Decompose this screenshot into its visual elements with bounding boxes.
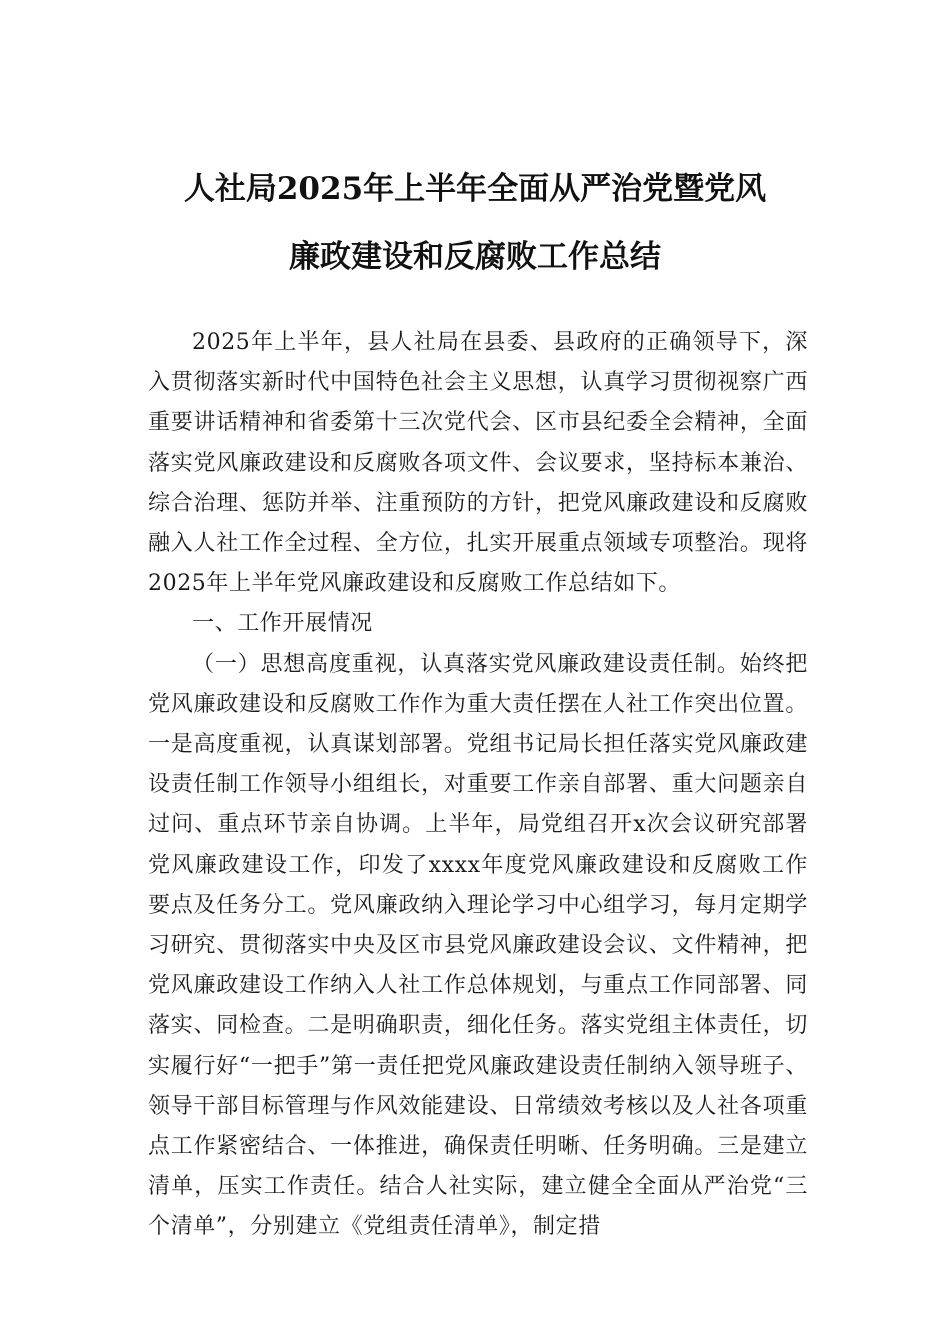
document-body <box>148 323 808 1248</box>
document-title-line-1: 人社局2025年上半年全面从严治党暨党风 <box>183 171 767 207</box>
intro-paragraph: 2025年上半年，县人社局在县委、县政府的正确领导下，深入贯彻落实新时代中国特色社会主义思想，认真学习贯彻视察广西重要讲话精神和省委第十三次党代会、区市县纪委全会精神，全面落实党风廉政建设和反腐败各项文件、会议要求，坚持标本兼治、综合治理、惩防并举、注重预防的方针，把党风廉政建设和反腐败融入人社工作全过程、全方位，扎实开展重点领域专项整治。现将2025年上半年党风廉政建设和反腐败工作总结如下。 <box>148 330 808 597</box>
document-title-line-2: 廉政建设和反腐败工作总结 <box>289 239 661 275</box>
body-paragraph: （一）思想高度重视，认真落实党风廉政建设责任制。始终把党风廉政建设和反腐败工作作为重大责任摆在人社工作突出位置。一是高度重视，认真谋划部署。党组书记局长担任落实党风廉政建设责任制工作领导小组组长，对重要工作亲自部署、重大问题亲自过问、重点环节亲自协调。上半年，局党组召开x次会议研究部署党风廉政建设工作，印发了xxxx年度党风廉政建设和反腐败工作要点及任务分工。党风廉政纳入理论学习中心组学习，每月定期学习研究、贯彻落实中央及区市县党风廉政建设会议、文件精神，把党风廉政建设工作纳入人社工作总体规划，与重点工作同部署、同落实、同检查。二是明确职责，细化任务。落实党组主体责任，切实履行好“一把手”第一责任把党风廉政建设责任制纳入领导班子、领导干部目标管理与作风效能建设、日常绩效考核以及人社各项重点工作紧密结合、一体推进，确保责任明晰、任务明确。三是建立清单，压实工作责任。结合人社实际，建立健全全面从严治党“三个清单”，分别建立《党组责任清单》，制定措 <box>148 651 808 1240</box>
section-heading: 一、工作开展情况 <box>192 611 373 637</box>
